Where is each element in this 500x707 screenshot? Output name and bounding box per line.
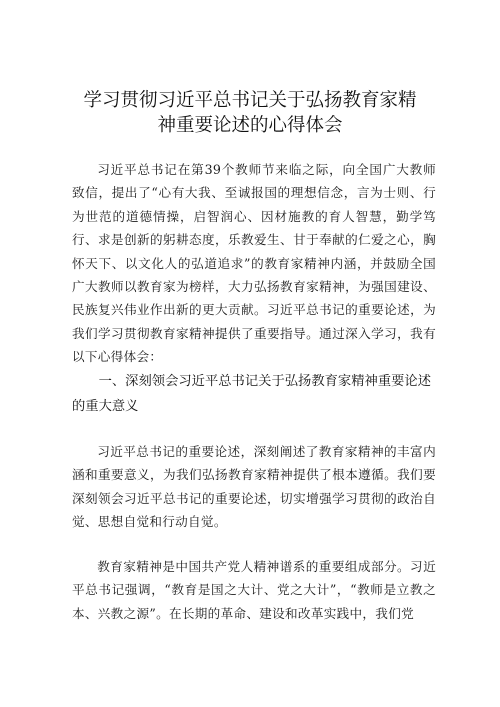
document-title-line-1: 学习贯彻习近平总书记关于弘扬教育家精 <box>83 90 417 111</box>
document-title-line-2: 神重要论述的心得体会 <box>157 115 343 136</box>
section-heading-1: 一、深刻领会习近平总书记关于弘扬教育家精神重要论述的重大意义 <box>72 374 432 414</box>
body-paragraph-intro: 习近平总书记在第39个教师节来临之际，向全国广大教师致信，提出了“心有大我、至诚报国的理想信念，言为士则、行为世范的道德情操，启智润心、因材施教的育人智慧，勤学笃行、求是创新的躬耕态度，乐教爱生、甘于奉献的仁爱之心，胸怀天下、以文化人的弘道追求”的教育家精神内涵，并鼓励全国广大教师以教育家为榜样，大力弘扬教育家精神，为强国建设、民族复兴伟业作出新的更大贡献。习近平总书记的重要论述，为我们学习贯彻教育家精神提供了重要指导。通过深入学习，我有以下心得体会： <box>72 162 436 365</box>
body-paragraph-3: 教育家精神是中国共产党人精神谱系的重要组成部分。习近平总书记强调，“教育是国之大计、党之大计”，“教师是立教之本、兴教之源”。在长期的革命、建设和改革实践中，我们党 <box>72 559 436 621</box>
body-paragraph-2: 习近平总书记的重要论述，深刻阐述了教育家精神的丰富内涵和重要意义，为我们弘扬教育家精神提供了根本遵循。我们要深刻领会习近平总书记的重要论述，切实增强学习贯彻的政治自觉、思想自觉和行动自觉。 <box>72 444 436 530</box>
